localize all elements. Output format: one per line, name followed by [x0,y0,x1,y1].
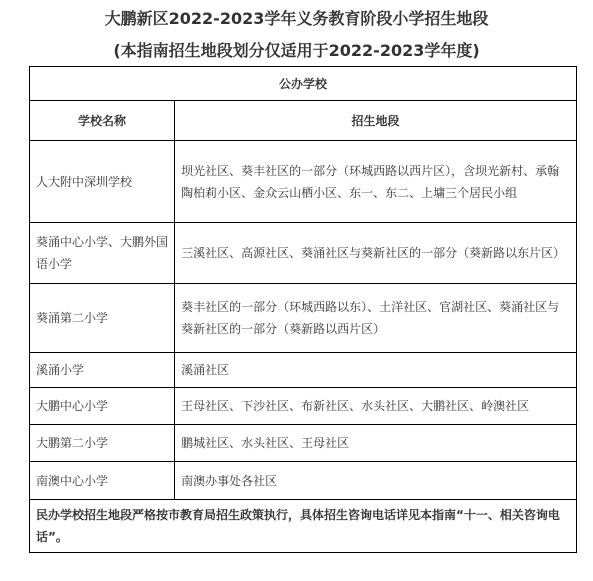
enrollment-zone-cell: 葵丰社区的一部分（环城西路以东）、土洋社区、官湖社区、葵涌社区与葵新社区的一部分（葵新路以西片区） [175,284,577,353]
enrollment-zone-cell: 南澳办事处各社区 [175,462,577,500]
enrollment-zone-cell: 王母社区、下沙社区、布新社区、水头社区、大鹏社区、岭澳社区 [175,388,577,425]
enrollment-zone-cell: 溪涌社区 [175,353,577,388]
table-row [30,284,577,353]
table-row [30,388,577,425]
private-school-note: 民办学校招生地段严格按市教育局招生政策执行，具体招生咨询电话详见本指南“十一、相关咨询电话”。 [30,500,577,553]
table-row [30,425,577,462]
section-header-public-schools: 公办学校 [30,67,577,101]
column-header-row [30,101,577,141]
school-name-cell: 葵涌中心小学、大鹏外国语小学 [30,223,175,284]
footer-row [30,500,577,553]
enrollment-zone-cell: 鹏城社区、水头社区、王母社区 [175,425,577,462]
school-name-cell: 人大附中深圳学校 [30,141,175,223]
document-title: 大鹏新区2022-2023学年义务教育阶段小学招生地段 [104,9,489,28]
table-row [30,462,577,500]
table-row [30,353,577,388]
school-name-cell: 大鹏第二小学 [30,425,175,462]
enrollment-zone-cell: 坝光社区、葵丰社区的一部分（环城西路以西片区），含坝光新村、承翰陶柏莉小区、金众云山栖小区、东一、东二、上墉三个居民小组 [175,141,577,223]
table-row [30,141,577,223]
column-header-enrollment-zone: 招生地段 [175,101,577,141]
school-name-cell: 南澳中心小学 [30,462,175,500]
enrollment-zone-cell: 三溪社区、高源社区、葵涌社区与葵新社区的一部分（葵新路以东片区） [175,223,577,284]
column-header-school-name: 学校名称 [30,101,175,141]
school-name-cell: 溪涌小学 [30,353,175,388]
table-row [30,223,577,284]
school-name-cell: 大鹏中心小学 [30,388,175,425]
section-header-row [30,67,577,101]
document-subtitle: (本指南招生地段划分仅适用于2022-2023学年度) [113,41,480,60]
enrollment-zone-table [29,66,577,553]
school-name-cell: 葵涌第二小学 [30,284,175,353]
